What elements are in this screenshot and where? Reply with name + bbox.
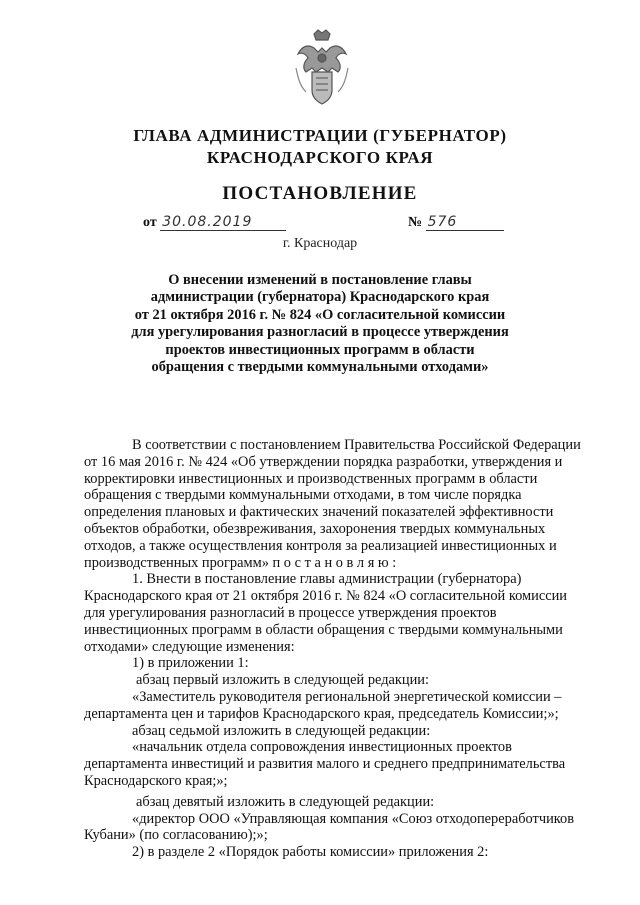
date-value: 30.08.2019 — [160, 214, 286, 231]
document-type: ПОСТАНОВЛЕНИЕ — [222, 183, 418, 204]
quote-line: департамента цен и тарифов Краснодарского края, председатель Комиссии;»; — [84, 705, 559, 722]
paragraph-instruction: абзац первый изложить в следующей редакции: — [136, 672, 430, 689]
authority-line-1: ГЛАВА АДМИНИСТРАЦИИ (ГУБЕРНАТОР) — [133, 126, 507, 145]
document-body — [84, 437, 604, 861]
number-value: 576 — [426, 214, 504, 231]
title-line: от 21 октября 2016 г. № 824 «О согласительной комиссии — [134, 306, 506, 323]
quote-line: «начальник отдела сопровождения инвестиционных проектов — [132, 739, 512, 756]
document-number — [408, 214, 504, 231]
body-line: производственных программ» п о с т а н о в л я ю : — [84, 554, 397, 571]
city: г. Краснодар — [282, 236, 358, 251]
title-line: администрации (губернатора) Краснодарского края — [150, 289, 490, 306]
title-line: для урегулирования разногласий в процессе утверждения — [131, 324, 509, 341]
krasnodar-coat-of-arms-icon — [292, 28, 352, 108]
authority-line-2: КРАСНОДАРСКОГО КРАЯ — [206, 148, 434, 167]
subitem-line: 2) в разделе 2 «Порядок работы комиссии» приложения 2: — [132, 844, 489, 861]
quote-line: «директор ООО «Управляющая компания «Союз отходопереработчиков — [132, 810, 575, 827]
body-line: объектов обработки, обезвреживания, захоронения твердых коммунальных — [84, 520, 546, 537]
body-line: от 16 мая 2016 г. № 424 «Об утверждении порядка разработки, утверждения и — [84, 453, 563, 470]
body-line: корректировки инвестиционных и производственных программ в области — [84, 470, 538, 487]
body-line: 1. Внести в постановление главы администрации (губернатора) — [132, 571, 522, 588]
subitem-line: 1) в приложении 1: — [132, 655, 249, 672]
quote-line: Краснодарского края;»; — [84, 772, 228, 789]
title-line: обращения с твердыми коммунальными отходами» — [151, 359, 489, 376]
paragraph-instruction: абзац девятый изложить в следующей редакции: — [136, 793, 435, 810]
date-label: от — [143, 215, 157, 230]
body-line: Краснодарского края от 21 октября 2016 г. № 824 «О согласительной комиссии — [84, 588, 567, 605]
body-line: отходами» следующие изменения: — [84, 638, 295, 655]
paragraph-instruction: абзац седьмой изложить в следующей редакции: — [132, 722, 431, 739]
document-title — [100, 272, 540, 376]
body-line: обращения с твердыми коммунальными отходами, в том числе порядка — [84, 487, 522, 504]
quote-line: «Заместитель руководителя региональной энергетической комиссии – — [132, 688, 562, 705]
quote-line: департамента инвестиций и развития малого и среднего предпринимательства — [84, 756, 566, 773]
title-line: О внесении изменений в постановление главы — [168, 272, 472, 288]
body-line: инвестиционных программ в области обращения с твердыми коммунальными — [84, 621, 563, 638]
document-date — [143, 214, 286, 231]
body-line: В соответствии с постановлением Правительства Российской Федерации — [132, 437, 581, 453]
number-label: № — [408, 215, 423, 230]
body-line: для урегулирования разногласий в процессе утверждения проектов — [84, 604, 497, 621]
body-line: определения плановых и фактических значений показателей эффективности — [84, 504, 554, 521]
title-line: проектов инвестиционных программ в области — [165, 341, 475, 358]
body-line: отходов, а также осуществления контроля за реализацией инвестиционных и — [84, 537, 557, 554]
quote-line: Кубани» (по согласованию);»; — [84, 827, 268, 844]
